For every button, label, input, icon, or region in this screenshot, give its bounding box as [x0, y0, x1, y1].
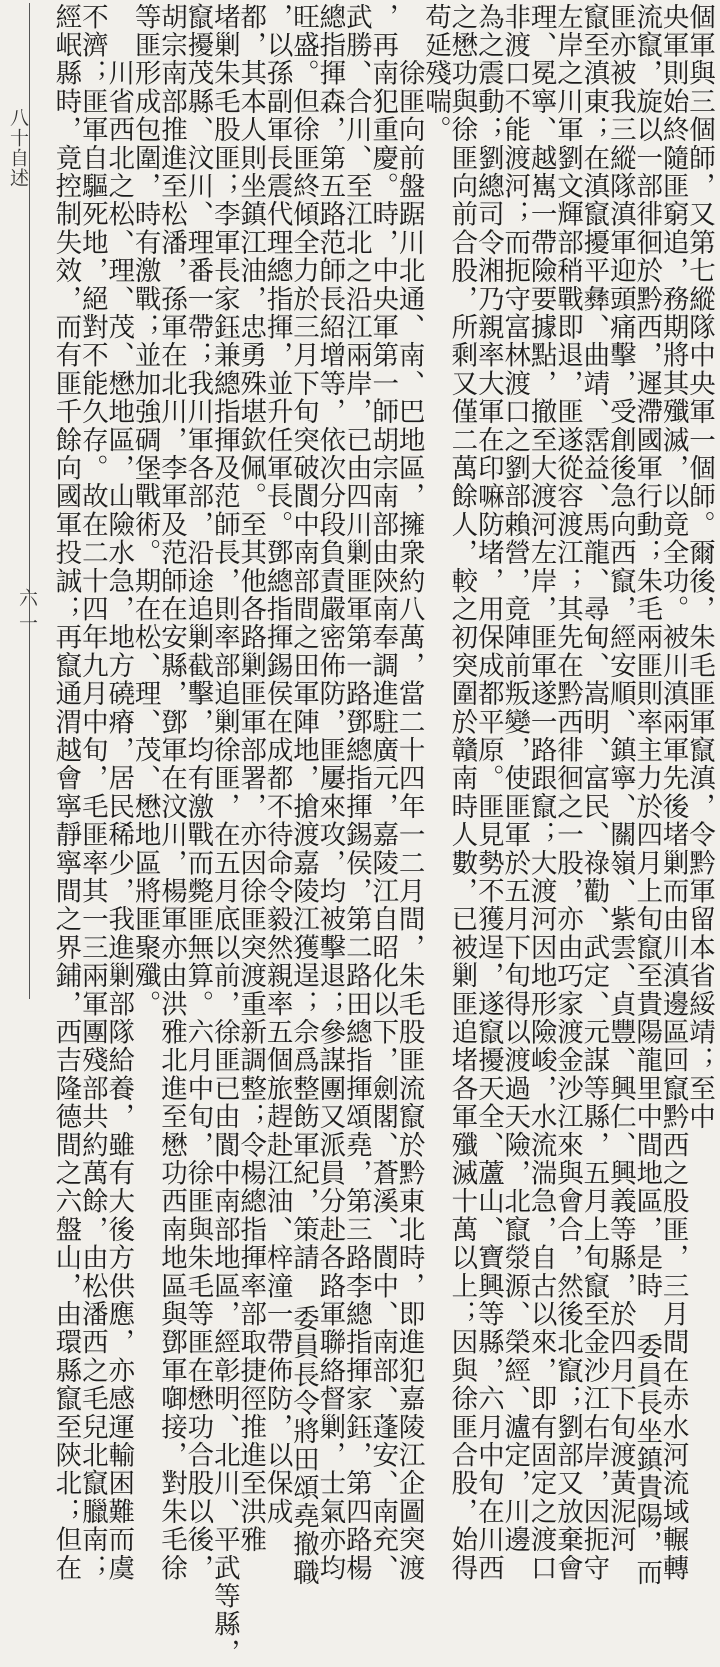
text-column: 流竄，旋以一部徘徊於黔西，遲滯國軍行動；朱毛兩匪則率主力於四月上旬竄至貴陽龍里中間地區，是時 委員長坐鎮貴陽，而	[631, 3, 663, 1587]
text-column: ，再南犯重慶。時，中央軍第一師胡宗南部由陝南奉調進駐廣元，嘉陵江自昭化以下，劍閣、蒼溪、閬中、南部、蓬安、南充、	[367, 3, 399, 1583]
text-column: 竄至滇東；在滇竄擾平彝、曲靖、霑益、馬龍、尋甸、嵩明、富民、祿勸、武定、元謀等縣，五月上旬竄至金沙江右岸，因扼守	[578, 3, 610, 1583]
text-column: 非渡口不能渡河；而扼守富林渡口之劉部賴營，竟陣前叛變，使匪軍於五月下旬得以渡過天險，北竄滎源、榮經、瀘定，川邊	[499, 3, 531, 1554]
text-column: 旺盛。但徐匪終傾全力於三月下旬突破閬中南部間之田軍陣地，搶渡嘉陵江獲逞；佘爲整飭軍紀，策請 委員長令將田頌堯撤職	[288, 3, 319, 1587]
body-text	[50, 3, 715, 1667]
text-column: 匪亦被我三縱隊滇軍迎頭痛擊，受創後急向西竄，經安順、鎮寧、關嶺、紫雲、貞豐、興仁、興義等縣，於四月下旬渡黃泥河	[604, 3, 636, 1554]
text-column: 武勝、合川、至江北之沿江兩岸，已由四川剿匪軍第一路鄧總指揮錫侯，第二路田總指揮頌堯，第三路李總指揮家鈺，第四路楊	[340, 3, 372, 1583]
text-column: 堵剿朱毛股匪；李軍長家鈺兼總指揮及范師長，則率部追剿徐匪，在五月底以前，徐匪已由閬中南部地區，經彰明、北川、平武等縣，	[208, 3, 240, 1667]
text-column: 胡宗南部推進至松潘，孫軍在北川，李軍及范師在安縣，鄧軍在汶川，楊軍亦由洪雅北進至懋功西南地區與鄧軍啣接，對朱毛徐	[156, 3, 187, 1583]
text-column: 苟延殘喘。	[420, 3, 451, 144]
running-title: 八十自述	[7, 108, 29, 188]
text-column: 等匪形成包圍，時有激戰；並加強碉堡戰術。期在松、理、茂、懋地區將匪聚殲。	[129, 3, 161, 1019]
text-column: 經岷縣時，竟控制失效，而有匪千餘向國軍投誠；再竄通渭越會寧靜寧間之界鋪，西吉隆德間之六盤山，由環縣竄至陝北；但在	[50, 3, 82, 1583]
text-column: 央軍則始終隨匪窮追，務期將其殲滅，以竟全功。被川滇兩軍先後堵剿而由川滇邊區回竄黔西之股匪，三月間在赤水河流域輾轉	[657, 3, 689, 1583]
text-column: 個軍與三個師，又第七縱隊中央軍一個師。爾後，朱毛匪軍竄滇，令黔軍留本省綏靖；至中	[684, 3, 715, 1131]
text-column: ，以孫副軍長震代理總指揮，並升任軍長。鄧總指揮錫侯在成都不待命令毅然親率五個旅趕赴江油、梓潼一帶佈防，以保成	[261, 3, 293, 1526]
text-column: 竄擾茂縣、汶川、理番一帶；我川軍各部，沿途追剿截擊，均有激戰而斃匪無算。六月中旬，徐匪與朱毛等匪在懋功合股以後，	[182, 3, 214, 1583]
text-column: 左岸之川軍劉文輝部稍戰即退，匪遂從容渡江；其先在黔西徘徊之一股，亦由巧家渡金沙江來與會合，然後北竄；劉部又放棄會	[552, 3, 583, 1583]
text-column: 都，其本人則坐鎮江油，忠勇殊堪欽佩。至其他各路剿匪軍部署，亦因徐匪突渡重新調整；令楊總指揮率部取捷徑推進至洪雅	[235, 3, 267, 1554]
text-column: 理、冕寧、越嶲一帶險要據點，撤至大渡河左岸，匪軍遂一路跟竄；大渡河因地形險峻，水流湍急，自古以來，即有固定之渡口	[525, 3, 557, 1583]
text-column: 為之震動；劉總司令湘乃親率大軍在印嘛防堵，用保成都平原。匪見勢不獲逞，遂竄擾天全、蘆山、寶興等縣，六月中旬在川西	[472, 3, 504, 1583]
text-column: 不濟；匪軍自驅死地，絕對不能久存。故在二十四年九月中旬，毛匪率其一三兩軍團殘部共約萬餘，由松潘西之毛兒北竄臘南；	[76, 3, 108, 1583]
text-column: 之懋功與徐匪向前合股，所剩又僅二萬餘人，較之初突圍於贛南時人數，已被剿匪追堵各軍殲滅十萬以上；因與徐匪合股，始得	[446, 3, 478, 1583]
text-column: 總指揮森，第五路范師長紹增等，依次分段負責嚴密佈防，匪屢來攻，均被擊退；參謀團又派員分赴各路軍聯絡督剿，士氣亦均	[314, 3, 346, 1583]
text-column: 川省西北之松、理、茂、懋地區，山險水急，地方磽瘠，居民稀少，我進剿部隊給養，雖有大後方供應，亦感運輸困難而虞	[103, 3, 135, 1583]
page-number: 六一	[16, 588, 38, 638]
text-column: 徐匪向前盤踞川北通、南、巴地區，擁衆約八萬，當二十四年一二月間，朱毛股匪流竄於黔東北時，即進犯嘉陵江企圖突渡	[393, 3, 425, 1583]
